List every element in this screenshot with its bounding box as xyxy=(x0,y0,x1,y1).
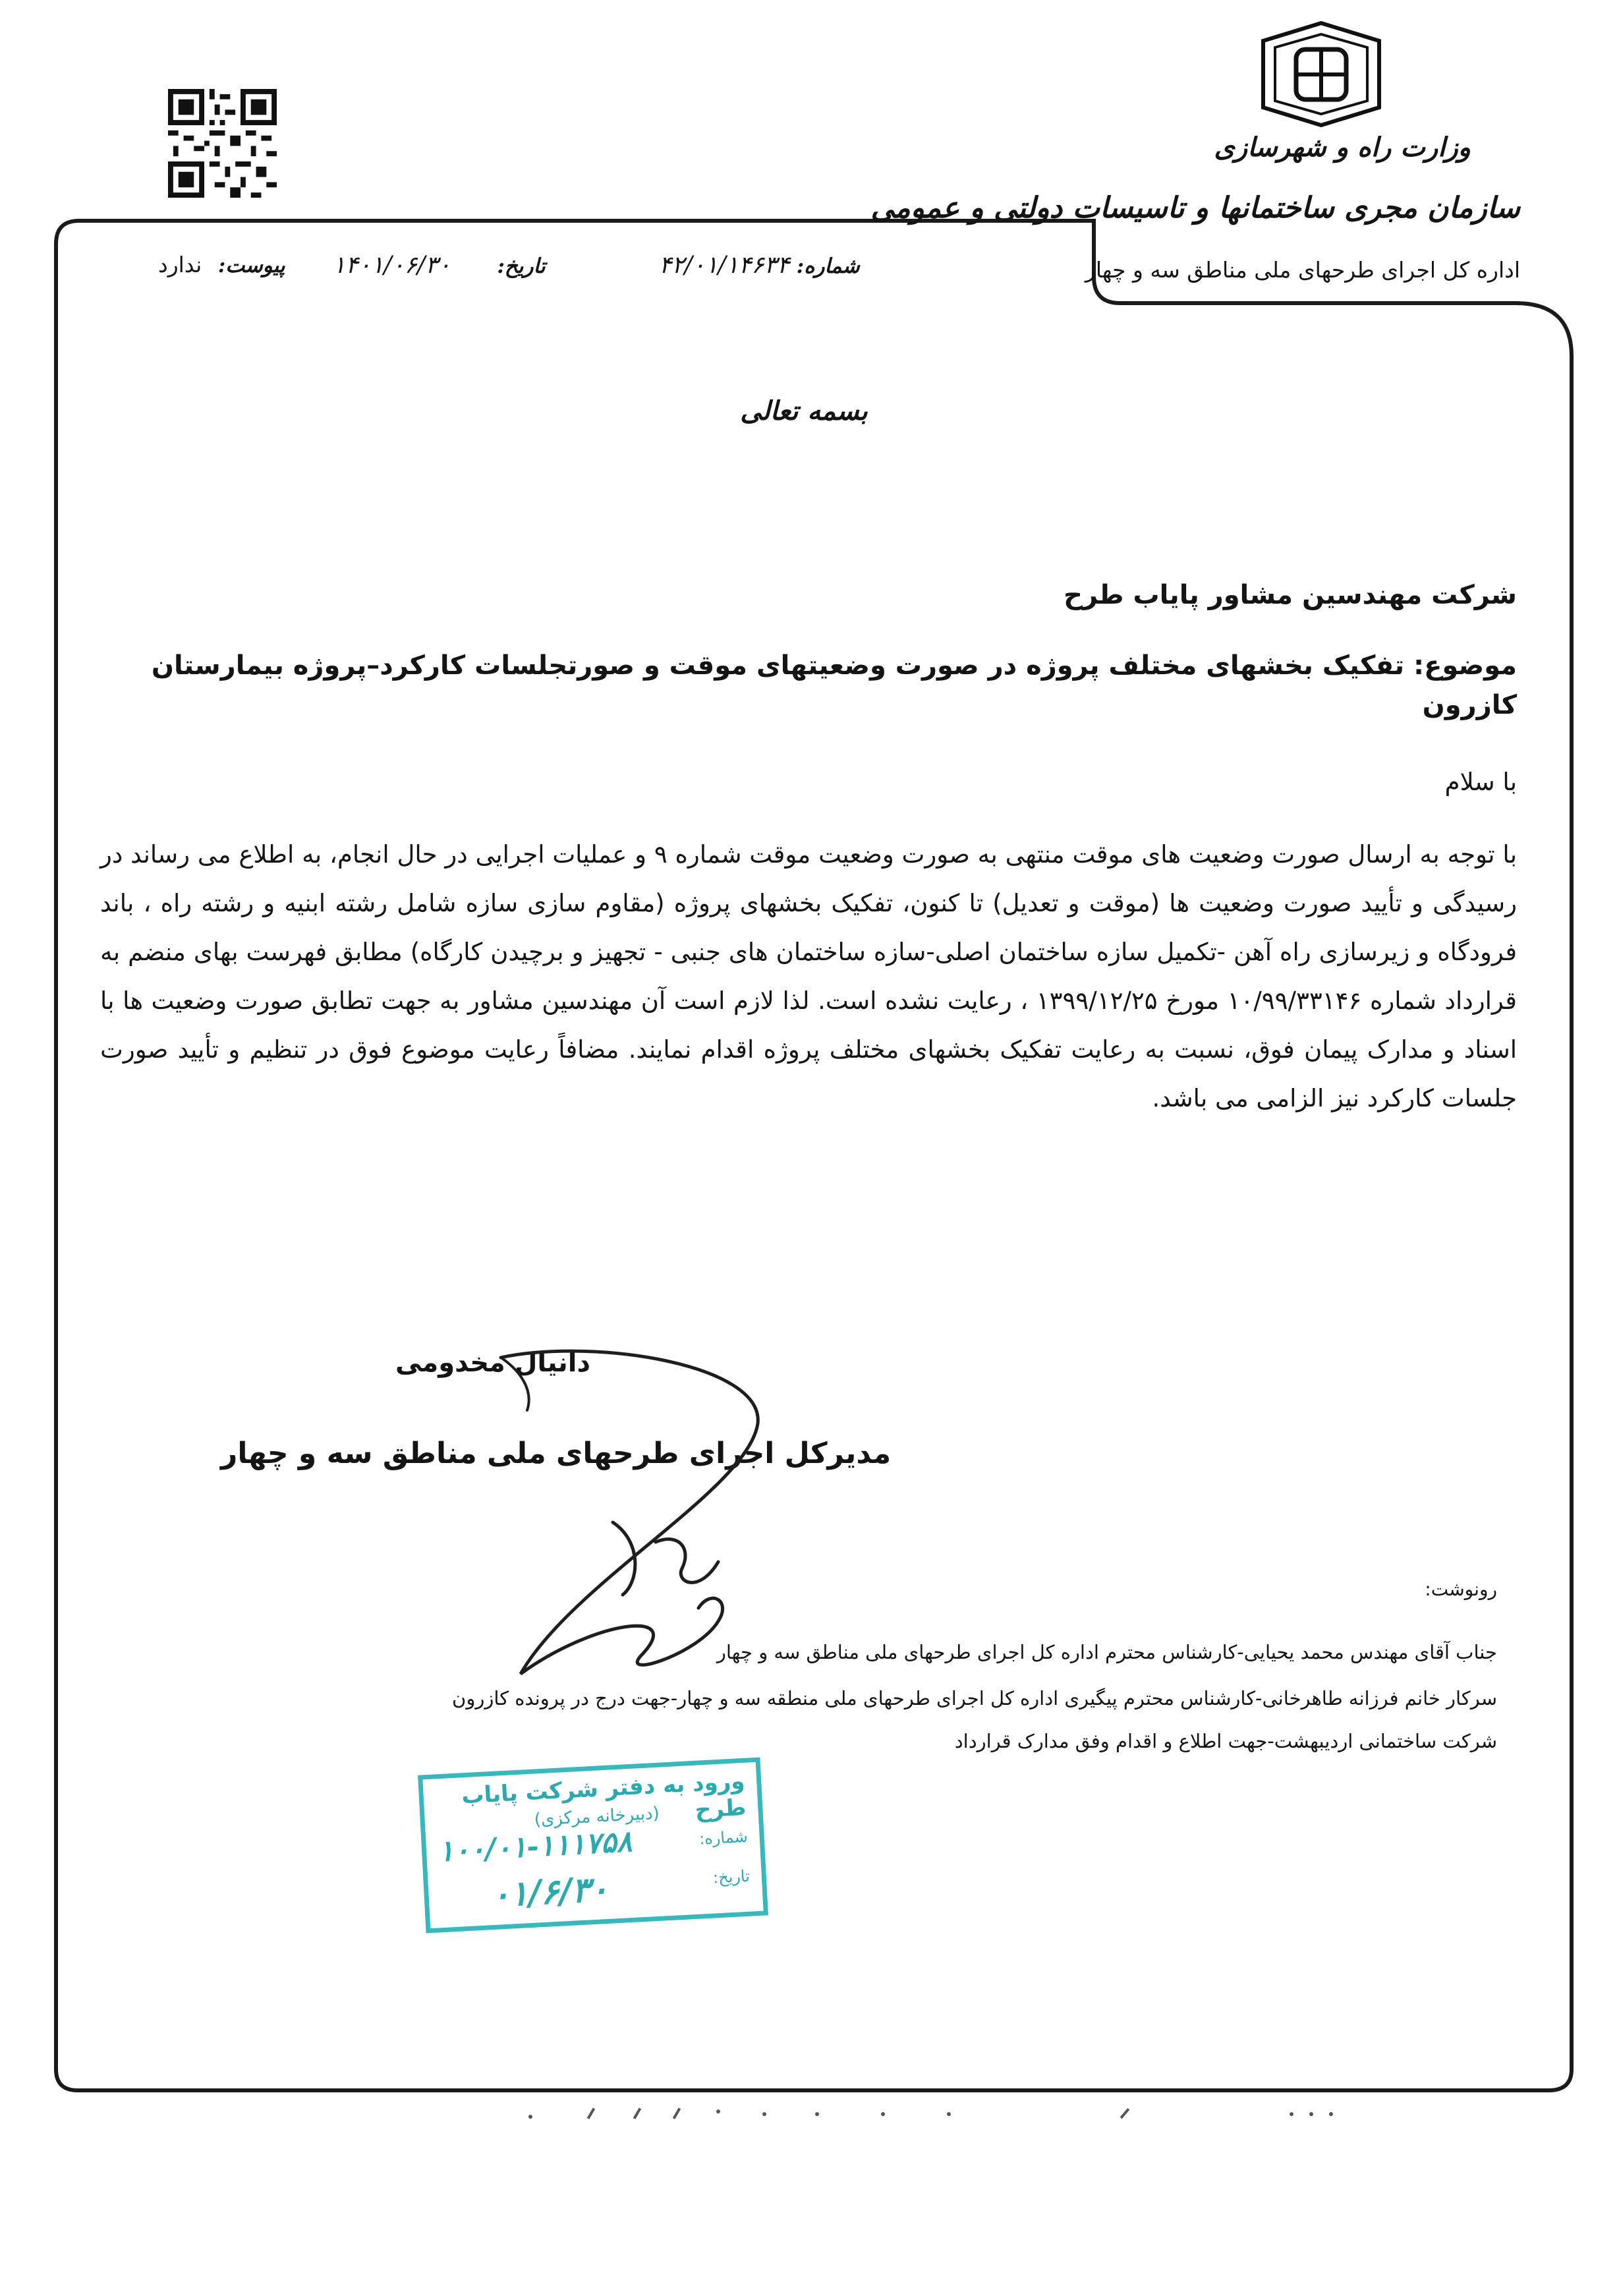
office-name: اداره کل اجرای طرحهای ملی مناطق سه و چهار xyxy=(1085,257,1520,283)
ministry-logo xyxy=(1255,20,1387,129)
signatory-name: دانیال مخدومی xyxy=(395,1348,591,1378)
cc-label: رونوشت: xyxy=(1425,1578,1497,1600)
stamp-number: ۱۰۰/۰۱-۱۱۱۷۵۸ xyxy=(437,1824,633,1869)
letter-attachment: ندارد پیوست: xyxy=(158,252,285,277)
ministry-name: وزارت راه و شهرسازی xyxy=(1214,132,1471,163)
organization-name: سازمان مجری ساختمانها و تاسیسات دولتی و عمومی xyxy=(870,191,1520,225)
subject: موضوع: تفکیک بخشهای مختلف پروژه در صورت وضعیتهای موقت و صورتجلسات کارکرد–پروژه بیمارستان کازرون xyxy=(151,650,1517,720)
letter-body: با توجه به ارسال صورت وضعیت های موقت منتهی به صورت وضعیت موقت شماره ۹ و عملیات اجرایی در حال انجام، به اطلاع می رساند در رسیدگی و تأیید صورت وضعیت ها (موقت و تعدیل) تا کنون، تفکیک بخشهای پروژه (مقاوم سازی سازه شامل رشته ابنیه و رشته راه ، باند فرودگاه و زیرسازی راه آهن -تکمیل سازه ساختمان اصلی-سازه ساختمان های جنبی - تجهیز و برچیدن کارگاه) مطابق فهرست بهای منضم به قرارداد شماره ۱۰/۹۹/۳۳۱۴۶ مورخ ۱۳۹۹/۱۲/۲۵ ، رعایت نشده است. لذا لازم است آن مهندسین مشاور به جهت تطابق صورت وضعیت ها با اسناد و مدارک پیمان فوق، نسبت به رعایت تفکیک بخشهای مختلف پروژه اقدام نمایند. مضافاً رعایت موضوع فوق در تنظیم و تأیید صورت جلسات کارکرد نیز الزامی می باشد. xyxy=(100,840,1517,1112)
received-stamp xyxy=(418,1758,768,1934)
cc-line: سرکار خانم فرزانه طاهرخانی-کارشناس محترم پیگیری اداره کل اجرای طرحهای ملی منطقه سه و چهار-جهت درج در پرونده کازرون xyxy=(452,1687,1497,1709)
stamp-number-label: شماره: xyxy=(698,1827,749,1849)
stamp-title: ورود به دفتر شرکت پایاب طرح xyxy=(461,1767,747,1823)
letter-number: ۴۲/۰۱/۱۴۶۳۴ شماره: xyxy=(659,252,860,279)
cc-line: شرکت ساختمانی اردیبهشت-جهت اطلاع و اقدام وفق مدارک قرارداد xyxy=(954,1730,1497,1752)
letter-date: ۱۴۰۱/۰۶/۳۰ تاریخ: xyxy=(333,252,546,279)
stamp-date: ۰۱/۶/۳۰ xyxy=(490,1868,610,1916)
cc-line: جناب آقای مهندس محمد یحیایی-کارشناس محترم اداره کل اجرای طرحهای ملی مناطق سه و چهار xyxy=(716,1641,1497,1663)
stamp-date-label: تاریخ: xyxy=(712,1866,751,1887)
stamp-subtitle: (دبیرخانه مرکزی) xyxy=(534,1803,660,1830)
signatory-title: مدیرکل اجرای طرحهای ملی مناطق سه و چهار xyxy=(221,1437,892,1470)
scan-marks xyxy=(527,2102,1351,2122)
greeting: با سلام xyxy=(1444,768,1517,796)
recipient: شرکت مهندسین مشاور پایاب طرح xyxy=(1064,580,1517,610)
qr-code xyxy=(168,89,277,198)
basmala: بسمه تعالی xyxy=(740,395,868,426)
